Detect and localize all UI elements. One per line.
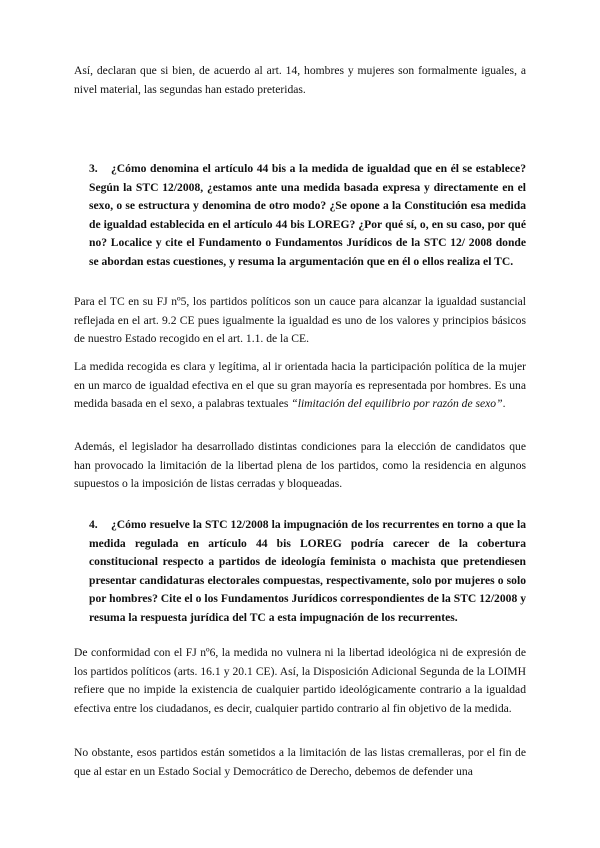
- paragraph-medida-quote: “limitación del equilibrio por razón de sexo”: [291, 397, 503, 410]
- paragraph-no-obstante: No obstante, esos partidos están sometidos a la limitación de las listas cremalleras, por el fin de que al estar en un Estado Social y Democrático de Derecho, debemos de defender una: [74, 746, 526, 778]
- question-3-text: ¿Cómo denomina el artículo 44 bis a la medida de igualdad que en él se establece? Según la STC 12/2008, ¿estamos ante una medida basada expresa y directamente en el sexo, o se estructura y denomina de otro modo? ¿Se opone a la Constitución esa medida de igualdad establecida en el artículo 44 bis LOREG? ¿Por qué sí, o, en su caso, por qué no? Localice y cite el Fundamento o Fundamentos Jurídicos de la STC 12/ 2008 donde se abordan estas cuestiones, y resuma la argumentación que en él o ellos realiza el TC.: [89, 162, 526, 268]
- paragraph-medida: [74, 358, 526, 414]
- question-4: [89, 516, 526, 627]
- paragraph-fj5: Para el TC en su FJ nº5, los partidos políticos son un cauce para alcanzar la igualdad sustancial reflejada en el art. 9.2 CE pues igualmente la igualdad es uno de los valores y principios básicos de nuestro Estado recogido en el art. 1.1. de la CE.: [74, 295, 526, 345]
- question-4-number: 4.: [89, 518, 98, 531]
- question-3-number: 3.: [89, 162, 98, 175]
- paragraph-legislador: Además, el legislador ha desarrollado distintas condiciones para la elección de candidatos que han provocado la limitación de la libertad plena de los partidos, como la residencia en algunos supuestos o la imposición de listas cerradas y bloqueadas.: [74, 440, 526, 490]
- paragraph-fj6: De conformidad con el FJ nº6, la medida no vulnera ni la libertad ideológica ni de expresión de los partidos políticos (arts. 16.1 y 20.1 CE). Así, la Disposición Adicional Segunda de la LOIMH refiere que no impide la existencia de cualquier partido ideológicamente contrario a la igualdad efectiva entre los ciudadanos, es decir, cualquier partido contrario al fin objetivo de la medida.: [74, 646, 526, 715]
- question-3: [89, 160, 526, 271]
- paragraph-intro: Así, declaran que si bien, de acuerdo al art. 14, hombres y mujeres son formalmente iguales, a nivel material, las segundas han estado preteridas.: [74, 64, 526, 96]
- paragraph-medida-end: .: [502, 397, 506, 410]
- question-4-text: ¿Cómo resuelve la STC 12/2008 la impugnación de los recurrentes en torno a que la medida regulada en artículo 44 bis LOREG podría carecer de la cobertura constitucional respecto a partidos de ideología feminista o machista que pretendiesen presentar candidaturas electorales compuestas, respectivamente, solo por mujeres o solo por hombres? Cite el o los Fundamentos Jurídicos correspondientes de la STC 12/2008 y resuma la respuesta jurídica del TC a esta impugnación de los recurrentes.: [89, 518, 526, 624]
- paragraph-medida-text: La medida recogida es clara y legítima, al ir orientada hacia la participación política de la mujer en un marco de igualdad efectiva en el que su gran mayoría es representada por hombres. Es una medida basada en el sexo, a palabras textuales: [74, 360, 526, 410]
